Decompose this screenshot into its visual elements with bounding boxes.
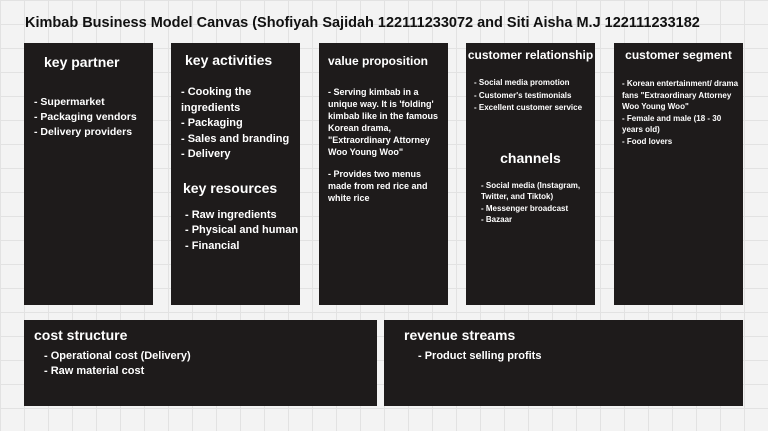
revenue-streams-list — [384, 343, 743, 364]
list-item: - Korean entertainment/ drama fans "Extraordinary Attorney Woo Young Woo" — [622, 79, 739, 111]
key-activities-heading: key activities — [185, 52, 273, 68]
canvas-title: Kimbab Business Model Canvas (Shofiyah Sajidah 122111233072 and Siti Aisha M.J 122111233182 — [25, 15, 700, 31]
channels-heading: channels — [500, 149, 561, 166]
list-item: - Social media (Instagram, Twitter, and Tiktok) — [481, 180, 581, 201]
cost-structure-list — [24, 343, 377, 379]
revenue-streams-heading: revenue streams — [404, 327, 516, 343]
list-item: - Raw material cost — [44, 365, 145, 377]
list-item: - Serving kimbab in a unique way. It is 'folding' kimbab like in the famous Korean drama, "Extraordinary Attorney Woo Young Woo" — [328, 87, 439, 157]
cost-structure-heading: cost structure — [34, 327, 128, 343]
key-activities-box — [171, 43, 300, 305]
list-item: - Operational cost (Delivery) — [44, 350, 191, 362]
list-item: - Female and male (18 - 30 years old) — [622, 113, 722, 134]
cost-structure-box — [24, 320, 377, 406]
key-resources-list — [171, 196, 300, 255]
list-item: - Packaging — [181, 117, 243, 129]
customer-relationship-box — [466, 43, 595, 305]
key-activities-list — [171, 68, 300, 163]
value-proposition-list — [319, 68, 448, 204]
list-item: - Product selling profits — [418, 350, 542, 362]
key-partner-box — [24, 43, 153, 305]
list-item: - Sales and branding — [181, 132, 290, 145]
list-item: - Delivery providers — [34, 126, 133, 138]
list-item: - Raw ingredients — [185, 208, 277, 221]
list-item: - Delivery — [181, 148, 231, 160]
list-item: - Supermarket — [34, 96, 105, 108]
list-item: - Excellent customer service — [474, 103, 583, 112]
customer-relationship-heading: customer relationship — [467, 48, 594, 62]
list-item: - Financial — [185, 239, 240, 252]
customer-segment-box — [614, 43, 743, 305]
list-item: - Bazaar — [481, 215, 513, 224]
customer-segment-heading: customer segment — [625, 48, 732, 62]
customer-relationship-list — [466, 63, 595, 115]
list-item: - Cooking the ingredients — [181, 86, 252, 114]
value-proposition-box — [319, 43, 448, 305]
list-item: - Messenger broadcast — [481, 203, 569, 213]
list-item: - Food lovers — [622, 136, 673, 146]
list-item: - Customer's testimonials — [474, 90, 572, 100]
key-resources-heading: key resources — [183, 179, 278, 196]
value-proposition-heading: value proposition — [328, 54, 429, 68]
revenue-streams-box — [384, 320, 743, 406]
list-item: - Packaging vendors — [34, 111, 137, 123]
list-item: - Social media promotion — [474, 78, 570, 87]
list-item: - Provides two menus made from red rice and white rice — [328, 169, 428, 203]
key-partner-heading: key partner — [44, 54, 120, 70]
key-partner-list — [24, 70, 153, 140]
channels-list — [466, 166, 595, 226]
list-item: - Physical and human — [185, 224, 299, 236]
customer-segment-list — [614, 63, 743, 147]
